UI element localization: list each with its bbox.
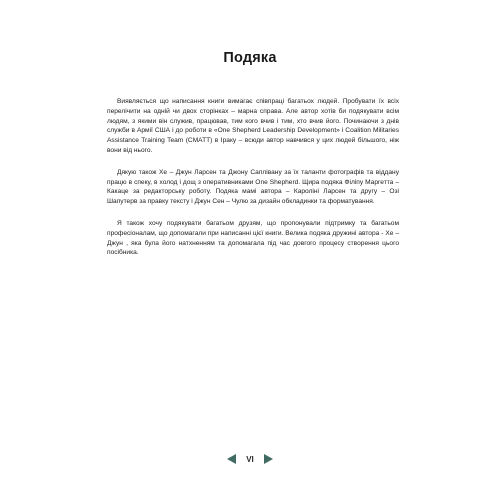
page-number: VI (246, 454, 254, 464)
page-title: Подяка (223, 50, 277, 66)
body-text (107, 97, 399, 270)
paragraph-1: Виявляється що написання книги вимагає співпраці багатьох людей. Пробувати їх всіх перелічити на одній чи двох сторінках – марна справа. Але автор хотів би подякувати всім людям, з якими він служив, працював, тим кого вчив і тим, хто вчив його. Починаючи з днів служби в Армії США і до роботи в «One Shepherd Leadership Development» і Coalition Militaries Assistance Training Team (CMATT) в Іраку – всюди автор навчився у цих людей більшого, ніж вони від нього. (107, 98, 399, 154)
arrow-left-icon (227, 454, 236, 464)
page-footer (0, 451, 500, 467)
paragraph-3: Я також хочу подякувати багатьом друзям, що пропонували підтримку та багатьом професіоналам, що допомагали при написанні цієї книги. Велика подяка дружині автора - Хе – Джун , яка була його натхненням та допомагала під час довгого процесу створення цього посібника. (107, 219, 399, 257)
paragraph-2: Дякую також Хе – Джун Ларсен та Джону Саплівану за їх таланти фотографів та віддану працю в спеку, в холод і дощ з оперативниками One Shepherd. Щира подяка Філіпу Маргетта – Какаце за редакторську роботу. Подяка мамі автора – Кароліні Ларсен та другу – Озі Шапутерв за правку тексту і Джун Сен – Чулю за дизайн обкладинки та форматування. (107, 168, 399, 206)
arrow-right-icon (264, 454, 273, 464)
